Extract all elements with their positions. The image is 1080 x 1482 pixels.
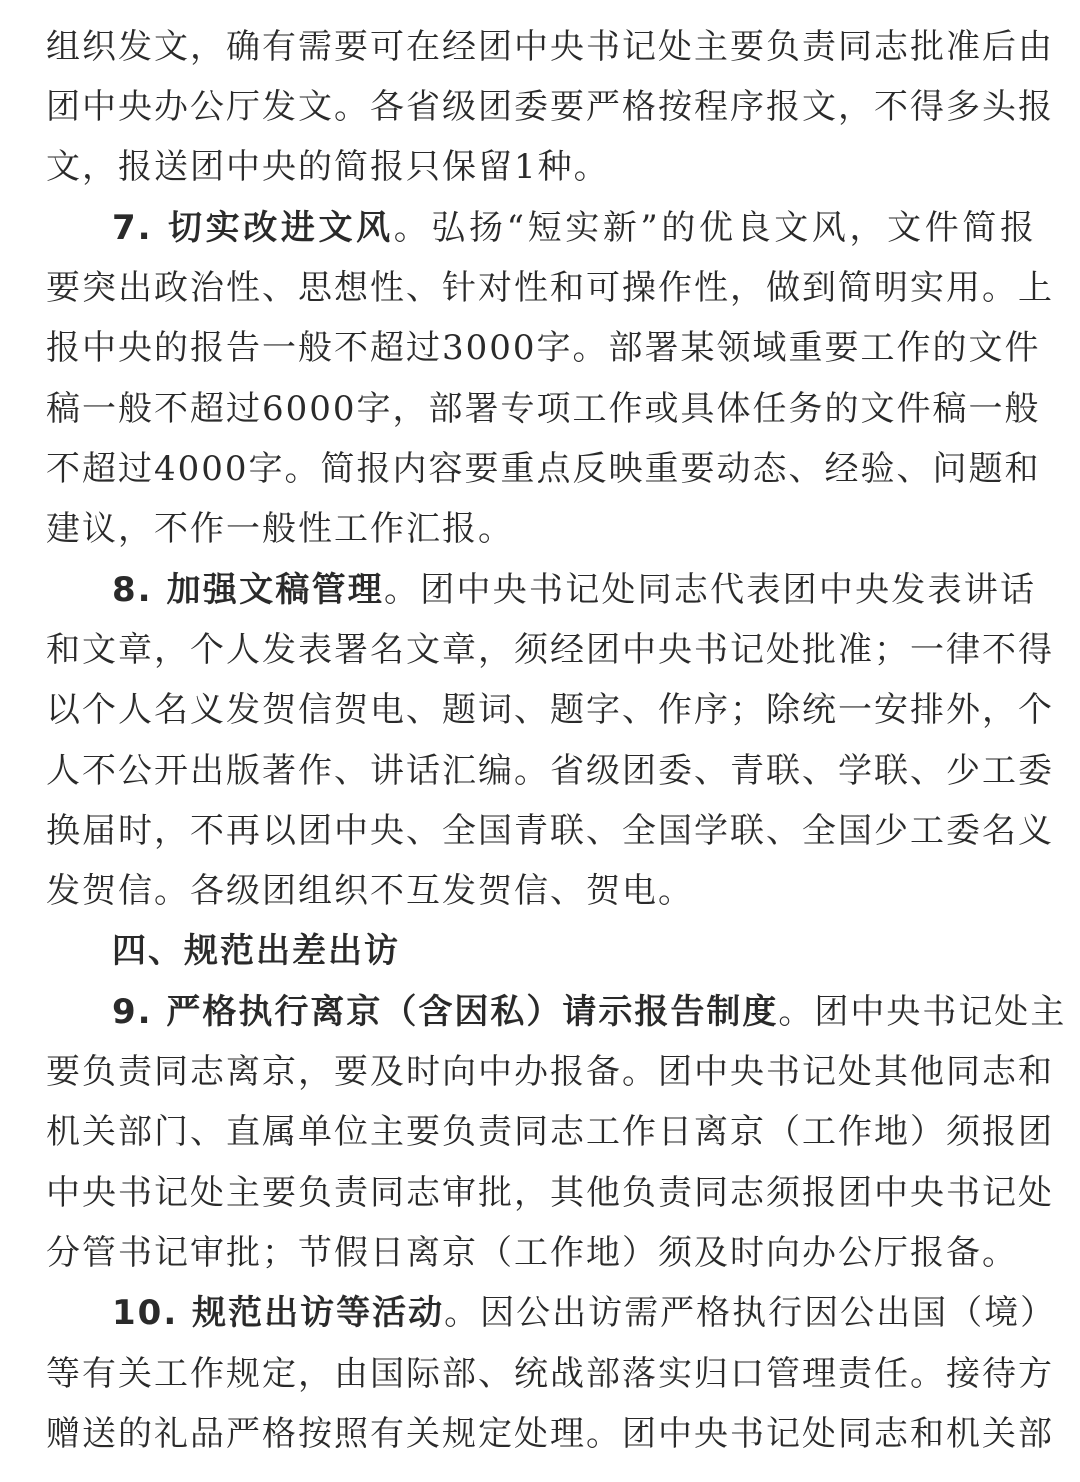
text-line: 要突出政治性、思想性、针对性和可操作性，做到简明实用。上 (46, 268, 1054, 308)
item-10-heading: 10. 规范出访等活动 (112, 1293, 445, 1333)
text-line: 中央书记处主要负责同志审批，其他负责同志须报团中央书记处 (46, 1173, 1054, 1213)
text-line: 和文章，个人发表署名文章，须经团中央书记处批准；一律不得 (46, 630, 1054, 670)
text-line: 等有关工作规定，由国际部、统战部落实归口管理责任。接待方 (46, 1354, 1054, 1394)
item-10-paragraph-start (112, 1283, 1057, 1343)
text-line: 文，报送团中央的简报只保留1种。 (46, 147, 610, 187)
text-line: 稿一般不超过6000字，部署专项工作或具体任务的文件稿一般 (46, 389, 1041, 429)
text-line: 换届时，不再以团中央、全国青联、全国学联、全国少工委名义 (46, 811, 1054, 851)
item-10-text: 。因公出访需严格执行因公出国（境） (444, 1293, 1057, 1333)
text-line: 不超过4000字。简报内容要重点反映重要动态、经验、问题和 (46, 449, 1041, 489)
text-line: 报中央的报告一般不超过3000字。部署某领域重要工作的文件 (46, 328, 1041, 368)
text-line: 要负责同志离京，要及时向中办报备。团中央书记处其他同志和 (46, 1052, 1054, 1092)
text-line: 团中央办公厅发文。各省级团委要严格按程序报文，不得多头报 (46, 87, 1054, 127)
text-line: 发贺信。各级团组织不互发贺信、贺电。 (46, 871, 694, 911)
item-9-heading: 9. 严格执行离京（含因私）请示报告制度 (112, 992, 779, 1032)
text-line: 赠送的礼品严格按照有关规定处理。团中央书记处同志和机关部 (46, 1414, 1054, 1454)
item-7-paragraph-start (112, 198, 1036, 258)
text-line: 以个人名义发贺信贺电、题词、题字、作序；除统一安排外，个 (46, 690, 1054, 730)
text-line: 组织发文，确有需要可在经团中央书记处主要负责同志批准后由 (46, 27, 1054, 67)
item-7-text: 。弘扬“短实新”的优良文风，文件简报 (393, 208, 1036, 248)
item-8-heading: 8. 加强文稿管理 (112, 570, 385, 610)
text-line: 人不公开出版著作、讲话汇编。省级团委、青联、学联、少工委 (46, 751, 1054, 791)
item-7-heading: 7. 切实改进文风 (112, 208, 394, 248)
item-9-paragraph-start (112, 982, 1067, 1042)
text-line: 分管书记审批；节假日离京（工作地）须及时向办公厅报备。 (46, 1233, 1018, 1273)
section-heading: 四、规范出差出访 (112, 931, 400, 971)
text-line: 机关部门、直属单位主要负责同志工作日离京（工作地）须报团 (46, 1112, 1054, 1152)
item-8-paragraph-start (112, 560, 1036, 620)
text-line: 建议，不作一般性工作汇报。 (46, 509, 514, 549)
item-9-text: 。团中央书记处主 (778, 992, 1067, 1032)
item-8-text: 。团中央书记处同志代表团中央发表讲话 (384, 570, 1036, 610)
